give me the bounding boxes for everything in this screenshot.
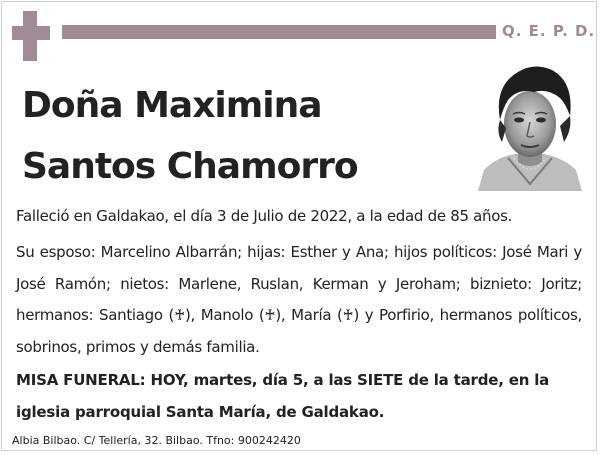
cross-icon — [12, 11, 52, 61]
header-bar — [62, 25, 496, 39]
deceased-name-line2: Santos Chamorro — [22, 146, 358, 187]
qepd-label: Q. E. P. D. — [502, 22, 596, 40]
funeral-home-footer: Albia Bilbao. C/ Tellería, 32. Bilbao. Tfno: 900242420 — [12, 434, 301, 447]
death-notice: Falleció en Galdakao, el día 3 de Julio de 2022, a la edad de 85 años. — [16, 207, 513, 225]
deceased-cross-icon: ♰ — [264, 306, 276, 324]
portrait-photo — [478, 58, 582, 191]
deceased-cross-icon: ♰ — [342, 306, 354, 324]
deceased-name-line1: Doña Maximina — [22, 85, 322, 126]
family-list: Su esposo: Marcelino Albarrán; hijas: Esther y Ana; hijos políticos: José Mari y José Ramón; nietos: Marlene, Ruslan, Kerman y Jeroham; biznieto: Joritz; hermanos: Santiago (♰), Manolo (♰), María (♰) y Porfirio, hermanos políticos, sobrinos, primos y demás familia. — [16, 243, 583, 356]
obituary-card — [1, 1, 597, 451]
funeral-mass-info: MISA FUNERAL: HOY, martes, día 5, a las SIETE de la tarde, en la iglesia parroquial Santa María, de Galdakao. — [16, 371, 550, 421]
deceased-cross-icon: ♰ — [174, 306, 185, 324]
